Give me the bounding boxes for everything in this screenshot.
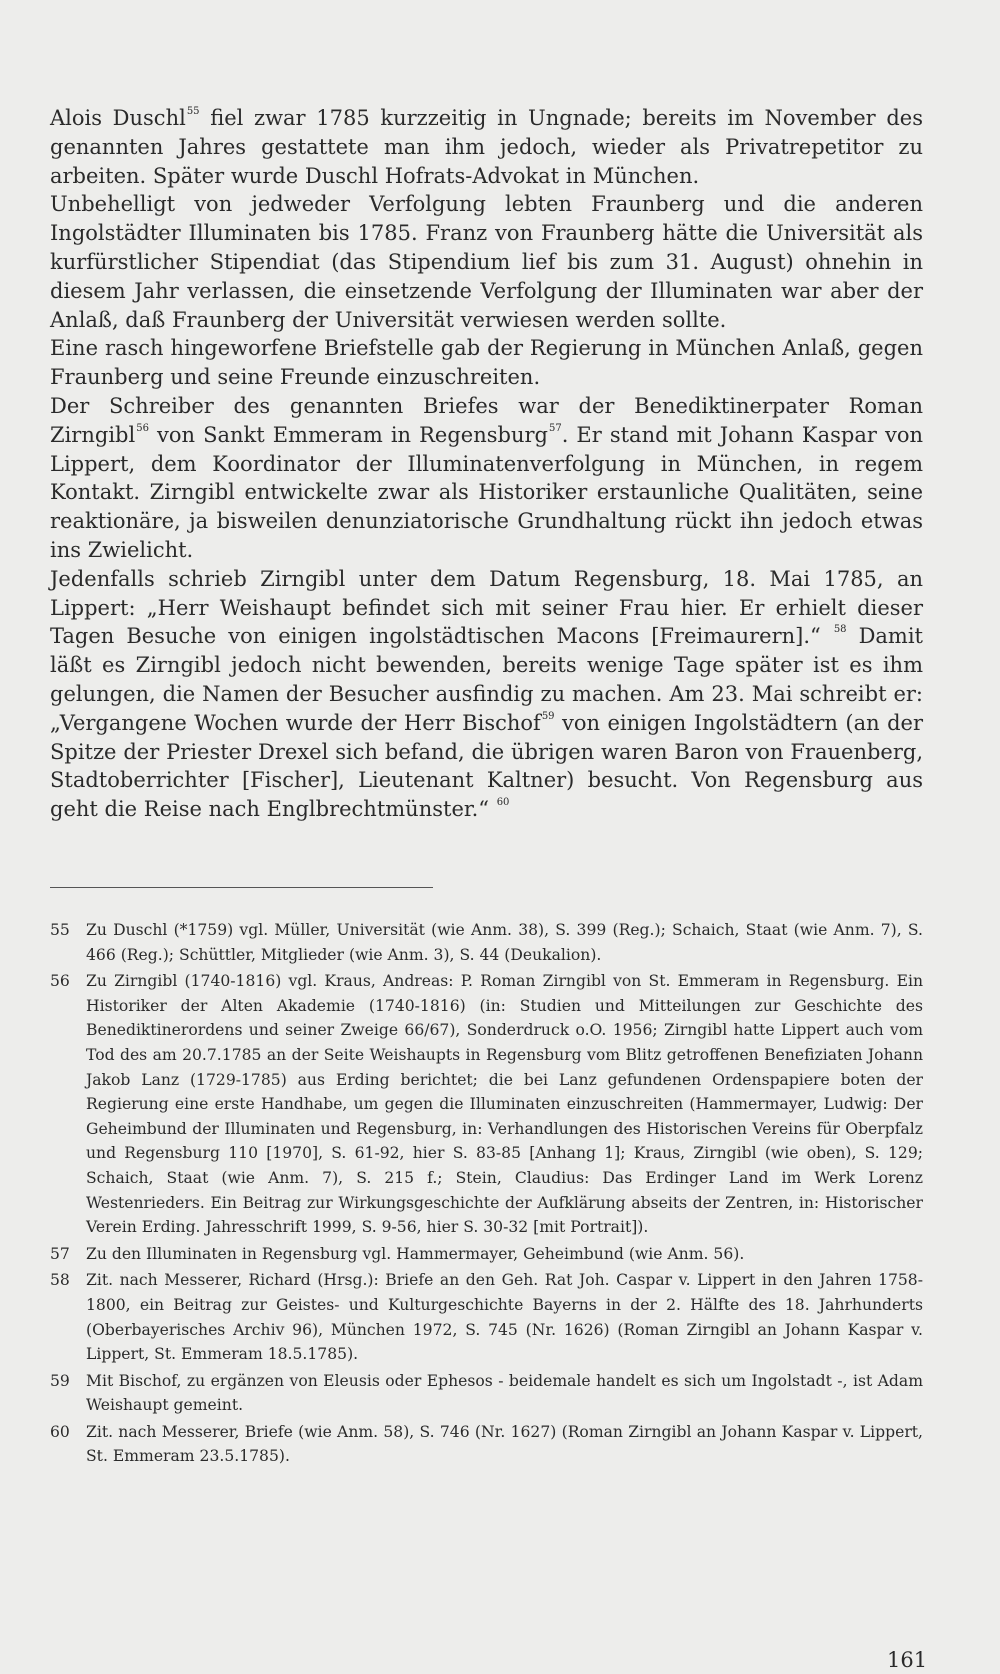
footnote-reference: 55 — [186, 106, 200, 117]
footnote-reference: 57 — [548, 422, 562, 434]
paragraph — [50, 334, 923, 392]
footnote-text: Zit. nach Messerer, Richard (Hrsg.): Briefe an den Geh. Rat Joh. Caspar v. Lippert in den Jahren 1758-1800, ein Beitrag zur Geistes- und Kulturgeschichte Bayerns in der 2. Hälfte des 18. Jahrhunderts (Oberbayerisches Archiv 96), München 1972, S. 745 (Nr. 1626) (Roman Zirngibl an Johann Kaspar v. Lippert, St. Emmeram 18.5.1785). — [86, 1271, 923, 1364]
text-run: Der Schreiber des genannten Briefes war der Benediktinerpater Roman Zirngibl — [50, 393, 923, 447]
footnote-number: 57 — [50, 1244, 70, 1263]
footnote-separator — [50, 887, 433, 888]
footnote — [50, 918, 923, 967]
text-run: von einigen Ingolstädtern (an der Spitze der Priester Drexel sich befand, die übrigen waren Baron von Frauenberg, Stadtoberrichter [Fischer], Lieutenant Kaltner) besucht. Von Regensburg aus geht die Reise nach Englbrechtmünster.“ — [50, 710, 923, 822]
footnote-reference: 58 — [833, 624, 847, 636]
footnote — [50, 969, 923, 1240]
footnote — [50, 1420, 923, 1469]
main-text — [50, 104, 923, 824]
page-number: 161 — [887, 1648, 928, 1672]
paragraph — [50, 392, 923, 565]
footnote-number: 55 — [50, 921, 70, 939]
footnote-number: 60 — [50, 1422, 70, 1441]
text-run: von Sankt Emmeram in Regensburg — [148, 422, 548, 447]
text-run: Damit läßt es Zirngibl jedoch nicht bewenden, bereits wenige Tage später ist es ihm gelungen, die Namen der Besucher ausfindig zu machen. Am 23. Mai schreibt er: „Vergangene Wochen wurde der Herr Bischof — [50, 624, 923, 735]
paragraph — [50, 190, 923, 334]
footnote-reference: 56 — [136, 422, 149, 434]
paragraph — [50, 565, 923, 824]
footnote-text: Zu Duschl (*1759) vgl. Müller, Universität (wie Anm. 38), S. 399 (Reg.); Schaich, Staat (wie Anm. 7), S. 466 (Reg.); Schüttler, Mitglieder (wie Anm. 3), S. 44 (Deukalion). — [86, 921, 923, 964]
footnote-number: 59 — [50, 1371, 70, 1390]
footnote — [50, 1268, 923, 1366]
footnotes — [50, 918, 923, 1471]
footnote-reference: 59 — [541, 710, 555, 722]
text-run: Eine rasch hingeworfene Briefstelle gab der Regierung in München Anlaß, gegen Fraunberg und seine Freunde einzuschreiten. — [50, 336, 923, 390]
text-run: Jedenfalls schrieb Zirngibl unter dem Datum Regensburg, 18. Mai 1785, an Lippert: „Herr Weishaupt befindet sich mit seiner Frau hier. Er erhielt dieser Tagen Besuche von einigen ingolstädtischen Macons [Freimaurern].“ — [50, 566, 923, 649]
footnote-number: 58 — [50, 1271, 70, 1290]
footnote — [50, 1242, 923, 1267]
footnote-text: Zit. nach Messerer, Briefe (wie Anm. 58), S. 746 (Nr. 1627) (Roman Zirngibl an Johann Kaspar v. Lippert, St. Emmeram 23.5.1785). — [86, 1422, 923, 1466]
footnote-text: Zu den Illuminaten in Regensburg vgl. Hammermayer, Geheimbund (wie Anm. 56). — [86, 1244, 745, 1263]
text-run: . Er stand mit Johann Kaspar von Lippert, dem Koordinator der Illuminatenverfolgung in München, in regem Kontakt. Zirngibl entwickelte zwar als Historiker erstaunliche Qualitäten, seine reaktionäre, ja bisweilen denunziatorische Grundhaltung rückt ihn jedoch etwas ins Zwielicht. — [50, 422, 923, 562]
footnote-reference: 60 — [496, 797, 510, 809]
text-run: Unbehelligt von jedweder Verfolgung lebten Fraunberg und die anderen Ingolstädter Illuminaten bis 1785. Franz von Fraunberg hätte die Universität als kurfürstlicher Stipendiat (das Stipendium lief bis zum 31. August) ohnehin in diesem Jahr verlassen, die einsetzende Verfolgung der Illuminaten war aber der Anlaß, daß Fraunberg der Universität verwiesen werden sollte. — [50, 192, 923, 332]
text-run: Alois Duschl — [50, 106, 186, 130]
paragraph — [50, 104, 923, 190]
footnote-number: 56 — [50, 972, 70, 991]
footnote-text: Zu Zirngibl (1740-1816) vgl. Kraus, Andreas: P. Roman Zirngibl von St. Emmeram in Regensburg. Ein Historiker der Alten Akademie (1740-1816) (in: Studien und Mitteilungen zur Geschichte des Benediktinerordens und seiner Zweige 66/67), Sonderdruck o.O. 1956; Zirngibl hatte Lippert auch vom Tod des am 20.7.1785 an der Seite Weishaupts in Regensburg vom Blitz getroffenen Benefiziaten Johann Jakob Lanz (1729-1785) aus Erding berichtet; die bei Lanz gefundenen Ordenspapiere boten der Regierung eine erste Handhabe, um gegen die Illuminaten einzuschreiten (Hammermayer, Ludwig: Der Geheimbund der Illuminaten und Regensburg, in: Verhandlungen des Historischen Vereins für Oberpfalz und Regensburg 110 [1970], S. 61-92, hier S. 83-85 [Anhang 1]; Kraus, Zirngibl (wie oben), S. 129; Schaich, Staat (wie Anm. 7), S. 215 f.; Stein, Claudius: Das Erdinger Land im Werk Lorenz Westenrieders. Ein Beitrag zur Wirkungsgeschichte der Aufklärung abseits der Zentren, in: Historischer Verein Erding. Jahresschrift 1999, S. 9-56, hier S. 30-32 [mit Portrait]). — [86, 972, 923, 1237]
text-run: fiel zwar 1785 kurzzeitig in Ungnade; bereits im November des genannten Jahres gestattete man ihm jedoch, wieder als Privatrepetitor zu arbeiten. Später wurde Duschl Hofrats-Advokat in München. — [50, 106, 923, 188]
footnote-text: Mit Bischof, zu ergänzen von Eleusis oder Ephesos - beidemale handelt es sich um Ingolstadt -, ist Adam Weishaupt gemeint. — [86, 1371, 923, 1415]
footnote — [50, 1369, 923, 1418]
